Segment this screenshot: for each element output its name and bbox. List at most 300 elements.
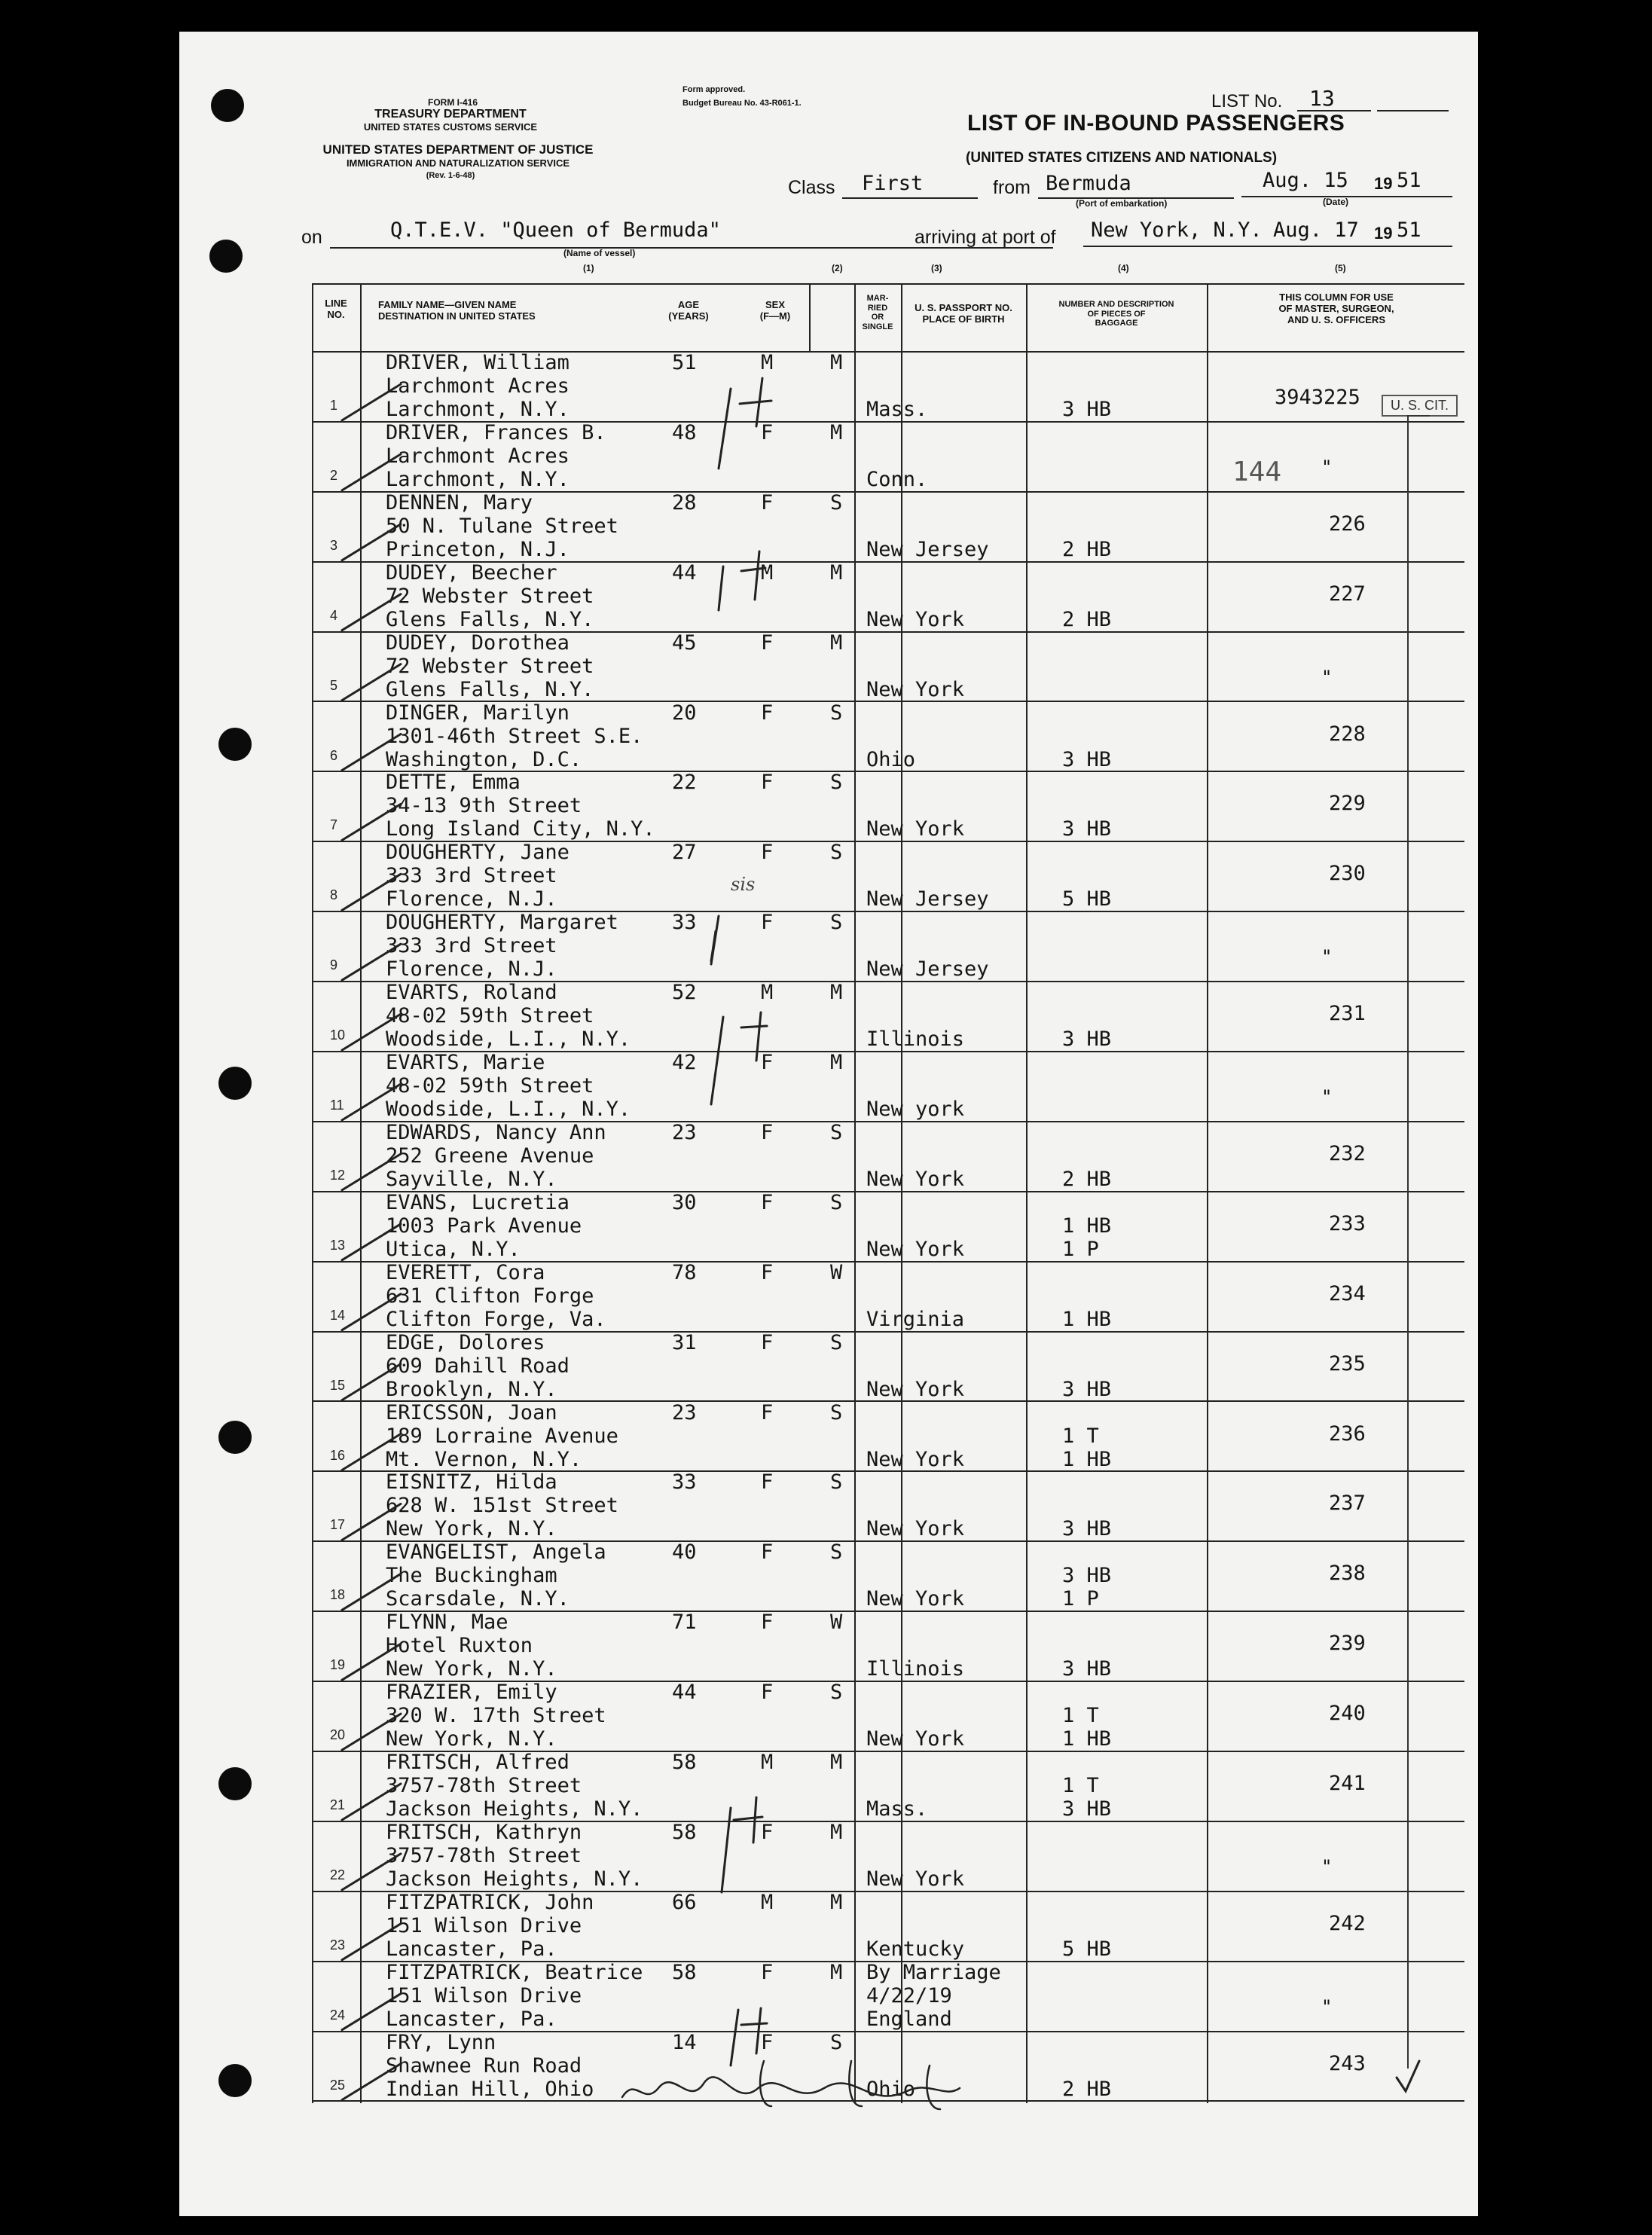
passenger-name: FITZPATRICK, Beatrice	[386, 1960, 643, 1984]
place-of-birth: Virginia	[866, 1307, 965, 1331]
passenger-name: FLYNN, Mae	[386, 1611, 508, 1635]
address-city: Washington, D.C.	[386, 747, 582, 771]
passenger-name: DETTE, Emma	[386, 771, 521, 795]
marital-status: M	[830, 351, 843, 374]
customs-service: UNITED STATES CUSTOMS SERVICE	[363, 121, 538, 133]
age: 48	[672, 420, 697, 444]
tick-mark	[342, 1364, 401, 1400]
treasury-department: TREASURY DEPARTMENT	[374, 108, 527, 121]
sex: F	[761, 490, 774, 514]
col-header-officers: THIS COLUMN FOR USE OF MASTER, SURGEON, AND U. S. OFFICERS	[1278, 292, 1394, 325]
sex: F	[761, 1400, 774, 1424]
address-line: 34-13 9th Street	[386, 794, 582, 818]
line-number: 3	[330, 537, 338, 553]
address-line: 609 Dahill Road	[386, 1354, 569, 1378]
marital-status: S	[830, 1540, 843, 1565]
sex: M	[761, 1890, 774, 1914]
place-of-birth: New York	[866, 1167, 965, 1191]
officer-entry: 235	[1329, 1351, 1366, 1376]
officer-entry: 238	[1329, 1562, 1366, 1586]
address-city: Jackson Heights, N.Y.	[386, 1797, 643, 1821]
passenger-name: ERICSSON, Joan	[386, 1400, 557, 1424]
place-of-birth-origin: England	[866, 2007, 952, 2031]
address-line: 631 Clifton Forge	[386, 1284, 594, 1308]
line-number: 13	[330, 1237, 346, 1253]
col-number: (2)	[832, 263, 843, 273]
from-label: from	[993, 177, 1031, 198]
address-city: Mt. Vernon, N.Y.	[386, 1447, 582, 1471]
age: 28	[672, 490, 697, 514]
address-city: New York, N.Y.	[386, 1727, 557, 1751]
line-number: 18	[330, 1587, 346, 1603]
sex: F	[761, 701, 774, 725]
age: 66	[672, 1890, 697, 1914]
marital-status: W	[830, 1611, 843, 1635]
age: 14	[672, 2030, 697, 2054]
tick-mark	[342, 1224, 401, 1260]
date-caption: (Date)	[1323, 197, 1349, 207]
address-city: Florence, N.J.	[386, 887, 557, 911]
place-of-birth: New york	[866, 1098, 965, 1121]
passenger-table	[312, 283, 1464, 2103]
form-number: FORM I-416	[427, 97, 478, 108]
place-of-birth: New York	[866, 1517, 965, 1541]
officer-entry: 236	[1329, 1421, 1366, 1446]
port-of-embarkation: Bermuda	[1046, 172, 1131, 195]
baggage-line: 1 T	[1062, 1704, 1099, 1728]
department-of-justice: UNITED STATES DEPARTMENT OF JUSTICE	[322, 142, 594, 157]
punch-hole	[218, 1767, 252, 1800]
handwritten-sis: sis	[731, 874, 756, 895]
address-line: Larchmont Acres	[386, 374, 569, 398]
immigration-service: IMMIGRATION AND NATURALIZATION SERVICE	[346, 157, 570, 169]
line-number: 23	[330, 1937, 346, 1953]
address-line: 48-02 59th Street	[386, 1074, 594, 1098]
passenger-name: DOUGHERTY, Jane	[386, 841, 569, 865]
sex: F	[761, 771, 774, 795]
sex: F	[761, 1051, 774, 1074]
officer-entry: "	[1321, 1995, 1333, 2017]
passenger-name: DOUGHERTY, Margaret	[386, 911, 618, 935]
address-line: 252 Greene Avenue	[386, 1143, 594, 1168]
sex: M	[761, 351, 774, 374]
address-line: 1003 Park Avenue	[386, 1214, 582, 1238]
line-number: 14	[330, 1307, 346, 1323]
departure-year: 51	[1397, 169, 1421, 192]
address-line: 189 Lorraine Avenue	[386, 1424, 618, 1448]
officer-entry: 240	[1329, 1702, 1366, 1726]
baggage: 2 HB	[1062, 2077, 1112, 2101]
form-approved: Form approved.	[682, 85, 746, 94]
passenger-name: FRITSCH, Alfred	[386, 1751, 569, 1774]
form-title: LIST OF IN-BOUND PASSENGERS	[967, 111, 1345, 136]
age: 33	[672, 911, 697, 935]
line-number: 21	[330, 1797, 346, 1812]
baggage: 5 HB	[1062, 1937, 1112, 1961]
tick-mark	[342, 524, 401, 560]
baggage: 2 HB	[1062, 1167, 1112, 1191]
passenger-name: EVANGELIST, Angela	[386, 1540, 606, 1565]
place-of-birth: New York	[866, 1727, 965, 1751]
marital-status: S	[830, 1400, 843, 1424]
marital-status: S	[830, 1681, 843, 1705]
age: 42	[672, 1051, 697, 1074]
address-city: Glens Falls, N.Y.	[386, 607, 594, 631]
age: 31	[672, 1330, 697, 1354]
address-line: 333 3rd Street	[386, 934, 557, 958]
marital-status: S	[830, 911, 843, 935]
baggage: 1 HB	[1062, 1447, 1112, 1471]
address-city: Lancaster, Pa.	[386, 1937, 557, 1961]
form-subtitle: (UNITED STATES CITIZENS AND NATIONALS)	[966, 150, 1278, 166]
place-of-birth: New York	[866, 1237, 965, 1261]
tick-mark	[342, 804, 401, 840]
officer-entry: 3943225	[1275, 386, 1360, 409]
arrival-year: 51	[1397, 218, 1421, 242]
place-of-birth: Mass.	[866, 398, 928, 421]
address-city: Larchmont, N.Y.	[386, 467, 569, 491]
officer-entry: "	[1321, 1855, 1333, 1877]
place-of-birth: New York	[866, 1587, 965, 1611]
address-line: 72 Webster Street	[386, 654, 594, 678]
line-number: 9	[330, 957, 338, 973]
revision-date: (Rev. 1-6-48)	[426, 171, 475, 180]
line-number: 10	[330, 1027, 346, 1043]
col-header-line: LINE NO.	[325, 298, 347, 320]
tick-mark	[342, 454, 401, 490]
baggage-line: 1 T	[1062, 1774, 1099, 1797]
line-number: 24	[330, 2007, 346, 2023]
line-number: 5	[330, 677, 338, 693]
address-city: Sayville, N.Y.	[386, 1167, 557, 1191]
passenger-name: EVANS, Lucretia	[386, 1190, 569, 1214]
officer-entry: "	[1321, 946, 1333, 968]
marital-status: S	[830, 1330, 843, 1354]
sex: F	[761, 1611, 774, 1635]
place-of-birth: New York	[866, 1377, 965, 1401]
marital-status: S	[830, 1470, 843, 1495]
address-line: 333 3rd Street	[386, 864, 557, 888]
address-line: 151 Wilson Drive	[386, 1983, 582, 2008]
place-of-birth: Conn.	[866, 467, 928, 491]
tick-mark	[342, 734, 401, 771]
age: 58	[672, 1820, 697, 1844]
departure-year-prefix: 19	[1374, 174, 1393, 193]
line-number: 8	[330, 887, 338, 903]
age: 44	[672, 560, 697, 585]
sex: M	[761, 560, 774, 585]
vessel-caption: (Name of vessel)	[563, 248, 636, 258]
sex: F	[761, 911, 774, 935]
arrival-year-prefix: 19	[1374, 224, 1393, 243]
sex: F	[761, 1470, 774, 1495]
tick-mark	[342, 944, 401, 980]
line-number: 7	[330, 817, 338, 833]
col-header-passport: U. S. PASSPORT NO. PLACE OF BIRTH	[915, 302, 1012, 325]
passenger-name: DRIVER, William	[386, 351, 569, 374]
class-underline	[842, 197, 978, 199]
marital-status: S	[830, 841, 843, 865]
departure-date: Aug. 15	[1263, 169, 1348, 192]
address-line: 3757-78th Street	[386, 1843, 582, 1867]
naturalization-date: 4/22/19	[866, 1983, 952, 2008]
marital-status: S	[830, 1120, 843, 1144]
vessel-name: Q.T.E.V. "Queen of Bermuda"	[390, 218, 721, 242]
address-city: Long Island City, N.Y.	[386, 817, 655, 841]
sex: F	[761, 1260, 774, 1284]
punch-hole	[209, 240, 243, 273]
address-city: New York, N.Y.	[386, 1517, 557, 1541]
place-of-birth: New York	[866, 607, 965, 631]
place-of-birth: New York	[866, 677, 965, 701]
officer-entry: 227	[1329, 582, 1366, 606]
address-line: 320 W. 17th Street	[386, 1704, 606, 1728]
sex: F	[761, 631, 774, 655]
sex: M	[761, 1751, 774, 1774]
tick-mark	[342, 664, 401, 701]
address-city: Utica, N.Y.	[386, 1237, 521, 1261]
officer-entry: 226	[1329, 511, 1366, 536]
line-number: 19	[330, 1657, 346, 1673]
passenger-name: EDWARDS, Nancy Ann	[386, 1120, 606, 1144]
age: 23	[672, 1120, 697, 1144]
age: 52	[672, 981, 697, 1005]
baggage: 2 HB	[1062, 607, 1112, 631]
marital-status: S	[830, 701, 843, 725]
age: 33	[672, 1470, 697, 1495]
marital-status: M	[830, 631, 843, 655]
baggage-line: 1 HB	[1062, 1214, 1112, 1238]
age: 30	[672, 1190, 697, 1214]
address-city: Glens Falls, N.Y.	[386, 677, 594, 701]
marital-status: S	[830, 1190, 843, 1214]
sex: F	[761, 1960, 774, 1984]
passenger-name: EVARTS, Marie	[386, 1051, 545, 1074]
line-number: 16	[330, 1447, 346, 1463]
baggage: 1 HB	[1062, 1307, 1112, 1331]
baggage: 1 P	[1062, 1237, 1099, 1261]
passenger-name: DINGER, Marilyn	[386, 701, 569, 725]
baggage: 3 HB	[1062, 817, 1112, 841]
sex: F	[761, 1540, 774, 1565]
tick-mark	[342, 1994, 401, 2030]
address-city: Indian Hill, Ohio	[386, 2077, 594, 2101]
sex: F	[761, 2030, 774, 2054]
place-of-birth: Kentucky	[866, 1937, 965, 1961]
col-header-sex: SEX (F—M)	[759, 299, 791, 322]
sex: M	[761, 981, 774, 1005]
officer-entry: 242	[1329, 1911, 1366, 1935]
tick-mark	[342, 594, 401, 631]
baggage: 3 HB	[1062, 1517, 1112, 1541]
marital-status: M	[830, 1960, 843, 1984]
officer-entry: 237	[1329, 1492, 1366, 1516]
passenger-name: DUDEY, Dorothea	[386, 631, 569, 655]
passenger-name: EVARTS, Roland	[386, 981, 557, 1005]
place-of-birth: Ohio	[866, 747, 916, 771]
passenger-name: FRY, Lynn	[386, 2030, 496, 2054]
place-of-birth: New Jersey	[866, 887, 989, 911]
class-label: Class	[788, 177, 835, 198]
passenger-name: EDGE, Dolores	[386, 1330, 545, 1354]
tick-mark	[342, 1714, 401, 1750]
address-city: Brooklyn, N.Y.	[386, 1377, 557, 1401]
address-city: Larchmont, N.Y.	[386, 398, 569, 421]
marital-status: M	[830, 1751, 843, 1774]
handwritten-144: 144	[1232, 456, 1282, 487]
passenger-name: DENNEN, Mary	[386, 490, 533, 514]
address-city: Woodside, L.I., N.Y.	[386, 1098, 631, 1121]
officer-entry: 239	[1329, 1632, 1366, 1656]
age: 78	[672, 1260, 697, 1284]
baggage: 3 HB	[1062, 1027, 1112, 1052]
place-of-birth: New York	[866, 1447, 965, 1471]
passenger-name: EISNITZ, Hilda	[386, 1470, 557, 1495]
address-city: Lancaster, Pa.	[386, 2007, 557, 2031]
tick-mark	[342, 874, 401, 910]
tick-mark	[342, 1784, 401, 1820]
address-city: Florence, N.J.	[386, 957, 557, 982]
marital-status: S	[830, 771, 843, 795]
line-number: 2	[330, 467, 338, 483]
col-number: (4)	[1118, 263, 1129, 273]
address-line: 72 Webster Street	[386, 584, 594, 608]
address-line: 3757-78th Street	[386, 1774, 582, 1797]
marital-status: M	[830, 1051, 843, 1074]
sex: F	[761, 841, 774, 865]
passenger-name: DRIVER, Frances B.	[386, 420, 606, 444]
col-number: (1)	[583, 263, 594, 273]
punch-hole	[218, 1067, 252, 1100]
place-of-birth: By Marriage	[866, 1960, 1001, 1984]
age: 22	[672, 771, 697, 795]
list-no-label: LIST No.	[1211, 91, 1283, 111]
officer-entry: 228	[1329, 722, 1366, 746]
line-number: 22	[330, 1867, 346, 1882]
marital-status: M	[830, 1890, 843, 1914]
officer-entry: 241	[1329, 1772, 1366, 1795]
place-of-birth: New York	[866, 1867, 965, 1891]
age: 51	[672, 351, 697, 374]
baggage: 1 P	[1062, 1587, 1099, 1611]
tick-mark	[342, 1014, 401, 1050]
tick-mark	[342, 1154, 401, 1190]
address-city: Clifton Forge, Va.	[386, 1307, 606, 1331]
arrival-port: New York, N.Y.	[1091, 218, 1263, 242]
officer-entry: 243	[1329, 2051, 1366, 2075]
marital-status: M	[830, 981, 843, 1005]
baggage: 3 HB	[1062, 747, 1112, 771]
marital-status: S	[830, 2030, 843, 2054]
baggage-line: 1 T	[1062, 1424, 1099, 1448]
sex: F	[761, 1681, 774, 1705]
baggage: 1 HB	[1062, 1727, 1112, 1751]
tick-mark	[342, 2064, 401, 2100]
address-city: Scarsdale, N.Y.	[386, 1587, 569, 1611]
baggage: 3 HB	[1062, 1657, 1112, 1681]
baggage: 3 HB	[1062, 1377, 1112, 1401]
budget-bureau: Budget Bureau No. 43-R061-1.	[682, 99, 802, 108]
officer-entry: "	[1321, 456, 1333, 478]
age: 58	[672, 1751, 697, 1774]
col-number: (3)	[931, 263, 942, 273]
col-number: (5)	[1335, 263, 1346, 273]
baggage: 3 HB	[1062, 398, 1112, 421]
line-number: 25	[330, 2077, 346, 2093]
col-header-married: MAR- RIED OR SINGLE	[862, 294, 893, 331]
marital-status: M	[830, 1820, 843, 1844]
tick-mark	[342, 1644, 401, 1680]
arriving-label: arriving at port of	[915, 227, 1056, 248]
officer-entry: 233	[1329, 1211, 1366, 1235]
col-header-age: AGE (YEARS)	[668, 299, 709, 322]
officer-entry: 229	[1329, 792, 1366, 816]
officer-entry: 230	[1329, 862, 1366, 886]
officer-entry: 231	[1329, 1002, 1366, 1026]
age: 20	[672, 701, 697, 725]
sex: F	[761, 1120, 774, 1144]
age: 27	[672, 841, 697, 865]
list-no-value: 13	[1309, 86, 1335, 111]
punch-hole	[218, 2064, 252, 2097]
age: 44	[672, 1681, 697, 1705]
address-city: Woodside, L.I., N.Y.	[386, 1027, 631, 1052]
address-line: 628 W. 151st Street	[386, 1494, 618, 1518]
baggage-line: 3 HB	[1062, 1564, 1112, 1588]
place-of-birth: New York	[866, 817, 965, 841]
sex: F	[761, 420, 774, 444]
punch-hole	[211, 89, 244, 122]
age: 40	[672, 1540, 697, 1565]
address-city: New York, N.Y.	[386, 1657, 557, 1681]
marital-status: S	[830, 490, 843, 514]
us-citizen-stamp: U. S. CIT.	[1382, 395, 1458, 417]
passenger-name: FRITSCH, Kathryn	[386, 1820, 582, 1844]
place-of-birth: Ohio	[866, 2077, 916, 2101]
line-number: 20	[330, 1727, 346, 1743]
place-of-birth: New Jersey	[866, 957, 989, 982]
tick-mark	[342, 1854, 401, 1890]
line-number: 15	[330, 1377, 346, 1393]
address-line: Larchmont Acres	[386, 444, 569, 468]
on-label: on	[301, 227, 322, 248]
line-number: 17	[330, 1517, 346, 1533]
officer-entry: "	[1321, 1086, 1333, 1107]
sex: F	[761, 1330, 774, 1354]
officer-entry: "	[1321, 666, 1333, 688]
col-header-baggage: NUMBER AND DESCRIPTION OF PIECES OF BAGGAGE	[1058, 300, 1174, 328]
address-line: The Buckingham	[386, 1564, 557, 1588]
sex: F	[761, 1190, 774, 1214]
address-city: Princeton, N.J.	[386, 537, 569, 561]
baggage: 2 HB	[1062, 537, 1112, 561]
sex: F	[761, 1820, 774, 1844]
place-of-birth: New Jersey	[866, 537, 989, 561]
punch-hole	[218, 728, 252, 761]
age: 23	[672, 1400, 697, 1424]
tick-mark	[342, 1294, 401, 1330]
class-value: First	[862, 172, 924, 195]
age: 71	[672, 1611, 697, 1635]
marital-status: M	[830, 420, 843, 444]
punch-hole	[218, 1421, 252, 1454]
passenger-name: EVERETT, Cora	[386, 1260, 545, 1284]
handwritten-marks	[312, 283, 1464, 2103]
arrival-underline	[1083, 246, 1452, 247]
officer-entry: 234	[1329, 1281, 1366, 1305]
line-number: 1	[330, 398, 338, 413]
arrival-date: Aug. 17	[1273, 218, 1359, 242]
